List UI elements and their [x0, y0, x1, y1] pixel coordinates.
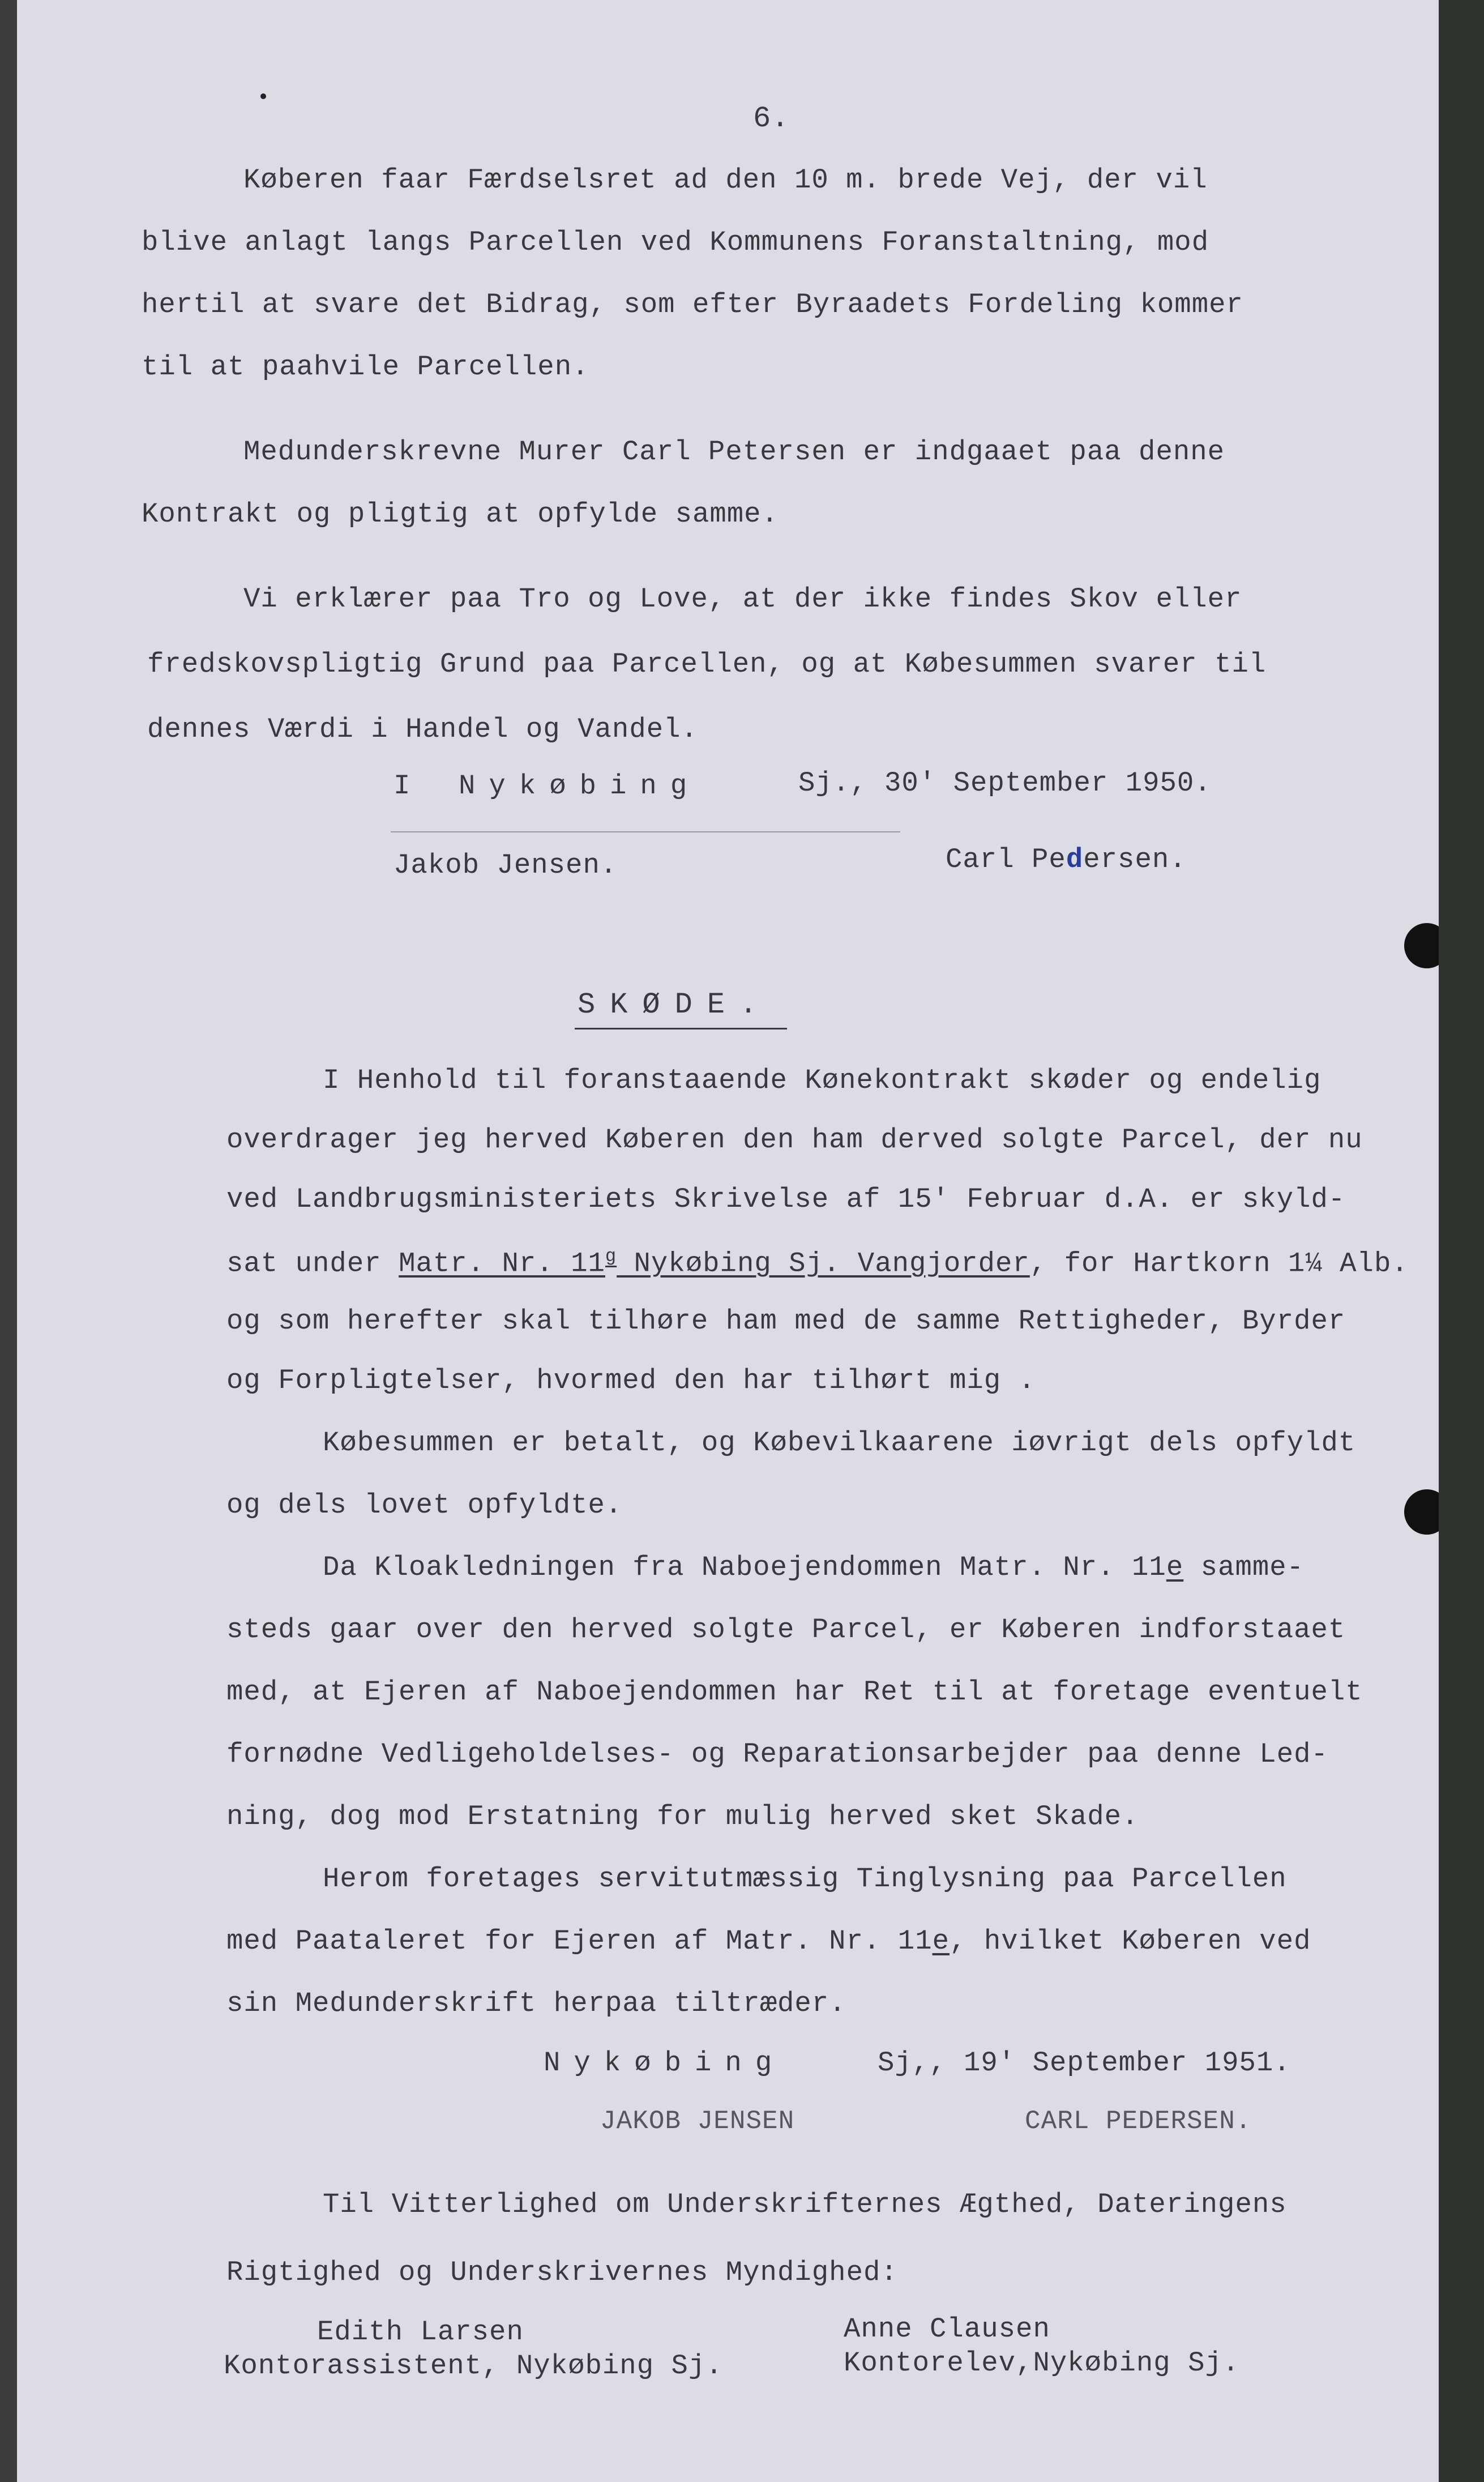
text-line: Købesummen er betalt, og Købevilkaarene iøvrigt dels opfyldt: [323, 1427, 1356, 1459]
place: Nykøbing: [544, 2047, 786, 2079]
text-line: og dels lovet opfyldte.: [226, 1489, 623, 1521]
deed-title: SKØDE.: [578, 988, 772, 1022]
text-line: steds gaar over den herved solgte Parcel, er Køberen indforstaaet: [226, 1614, 1346, 1646]
text-line: sin Medunderskrift herpaa tiltræder.: [226, 1988, 846, 2019]
date: Sj., 30' September 1950.: [798, 767, 1212, 799]
text-line: I Henhold til foranstaaende Kønekontrakt skøder og endelig: [323, 1065, 1322, 1096]
document-page: [17, 0, 1466, 2482]
text-line: Da Kloakledningen fra Naboejendommen Matr. Nr. 11e samme-: [323, 1552, 1305, 1583]
text-line: Til Vitterlighed om Underskrifternes Ægthed, Dateringens: [323, 2189, 1287, 2220]
text-line: Kontrakt og pligtig at opfylde samme.: [142, 498, 779, 530]
signature-seller: CARL PEDERSEN.: [1025, 2107, 1252, 2136]
text-line: hertil at svare det Bidrag, som efter Byraadets Fordeling kommer: [142, 289, 1243, 321]
text-line: Vi erklærer paa Tro og Love, at der ikke findes Skov eller: [243, 583, 1242, 615]
title-underline: [575, 1028, 787, 1029]
text-line: fornødne Vedligeholdelses- og Reparationsarbejder paa denne Led-: [226, 1738, 1328, 1770]
witness-title: Kontorelev,Nykøbing Sj.: [844, 2347, 1240, 2379]
text-line: Medunderskrevne Murer Carl Petersen er indgaaet paa denne: [243, 436, 1225, 468]
page-number: 6.: [753, 102, 790, 135]
text-line: fredskovspligtig Grund paa Parcellen, og at Købesummen svarer til: [147, 648, 1267, 680]
text-line: med Paataleret for Ejeren af Matr. Nr. 11e, hvilket Køberen ved: [226, 1925, 1311, 1957]
cadastral-place: Nykøbing Sj. Vangjorder: [617, 1248, 1030, 1280]
text-line: ning, dog mod Erstatning for mulig herved sket Skade.: [226, 1801, 1139, 1832]
signature-divider: [391, 831, 900, 832]
text-line: Køberen faar Færdselsret ad den 10 m. brede Vej, der vil: [243, 164, 1208, 196]
signature-buyer: JAKOB JENSEN: [600, 2107, 795, 2136]
text-line: Herom foretages servitutmæssig Tinglysning paa Parcellen: [323, 1863, 1287, 1895]
text-line: Rigtighed og Underskrivernes Myndighed:: [226, 2257, 898, 2288]
signature-seller: Carl Pedersen.: [946, 844, 1187, 875]
place: Nykøbing: [459, 770, 701, 802]
witness-name: Anne Clausen: [844, 2313, 1050, 2345]
date: Sj,, 19' September 1951.: [878, 2047, 1291, 2079]
text-line: ved Landbrugsministeriets Skrivelse af 15' Februar d.A. er skyld-: [226, 1184, 1346, 1215]
text-line: til at paahvile Parcellen.: [142, 351, 589, 383]
place-prefix: I: [394, 770, 411, 802]
text-line: dennes Værdi i Handel og Vandel.: [147, 714, 698, 745]
cadastral-number: Matr. Nr. 11: [399, 1248, 605, 1280]
background-edge: [1439, 0, 1484, 2482]
signature-buyer: Jakob Jensen.: [394, 849, 618, 881]
text-line: og Forpligtelser, hvormed den har tilhørt mig .: [226, 1365, 1036, 1396]
text-line: overdrager jeg herved Køberen den ham derved solgte Parcel, der nu: [226, 1124, 1363, 1156]
text-line: med, at Ejeren af Naboejendommen har Ret til at foretage eventuelt: [226, 1676, 1363, 1708]
text-line: sat under Matr. Nr. 11$^g$ Nykøbing Sj. Vangjorder, for Hartkorn 1¼ Alb.: [226, 1246, 1409, 1280]
ink-dot: [260, 93, 266, 99]
text-line: blive anlagt langs Parcellen ved Kommunens Foranstaltning, mod: [142, 227, 1209, 258]
witness-name: Edith Larsen: [317, 2316, 524, 2348]
witness-title: Kontorassistent, Nykøbing Sj.: [224, 2350, 723, 2382]
text-line: og som herefter skal tilhøre ham med de samme Rettigheder, Byrder: [226, 1305, 1346, 1337]
